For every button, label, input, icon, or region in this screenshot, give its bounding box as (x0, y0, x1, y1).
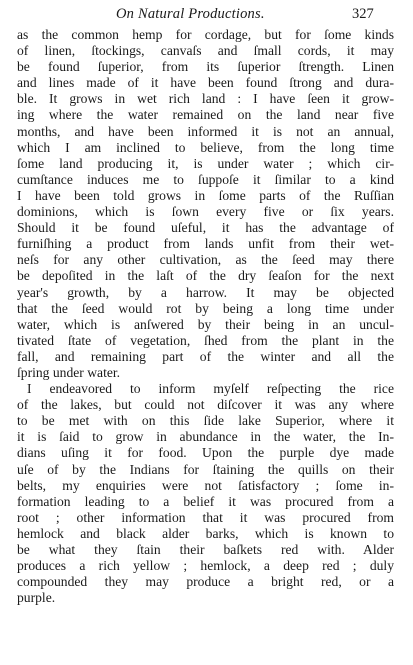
running-head (0, 6, 413, 24)
text-line: dominions, which is ſown every five or ſix years. (17, 204, 394, 220)
text-line: and lines made of it have been found ſtrong and dura- (17, 75, 394, 91)
text-line: ble. It grows in wet rich land : I have ſeen it grow- (17, 91, 394, 107)
text-line: Should it be found uſeful, it has the advantage of (17, 220, 394, 236)
text-line: fall, and remaining part of the winter and all the (17, 348, 394, 364)
text-line: of linen, ſtockings, canvaſs and ſmall cords, it may (17, 43, 394, 59)
text-line: as the common hemp for cordage, but for ſome kinds (17, 27, 394, 42)
text-line: cumſtance induces me to ſuppoſe it ſimilar to a kind (17, 171, 394, 187)
text-line: neſs for any other cultivation, as the ſeed may there (17, 252, 394, 268)
text-line: uſe of by the Indians for ſtaining the quills on their (17, 461, 394, 477)
text-line: root ; other information that it was procured from (17, 509, 394, 525)
text-line: to be met with on this ſide lake Superior, where it (17, 413, 394, 429)
text-line: ſpring under water. (17, 364, 121, 380)
text-line: it is ſaid to grow in abundance in the water, the In- (17, 429, 394, 445)
running-title: On Natural Productions. (116, 6, 265, 22)
text-line: I endeavored to inform myſelf reſpecting the rice (27, 381, 394, 397)
text-line: ſome land producing it, is under water ; which cir- (17, 155, 394, 171)
page-number: 327 (352, 6, 374, 22)
body-text (17, 27, 394, 606)
text-line: produces a rich yellow ; hemlock, a deep red ; duly (17, 558, 394, 574)
text-line: that the ſeed would rot by being a long time under (17, 300, 394, 316)
text-line: furniſhing a product from lands unfit from their wet- (17, 236, 394, 252)
text-line: water, which is anſwered by their being in an uncul- (17, 316, 394, 332)
text-line: months, and have been informed it is not an annual, (17, 123, 394, 139)
text-line: I have been told grows in ſome parts of the Ruſſian (17, 187, 394, 203)
text-line: year's growth, by a harrow. It may be objected (17, 284, 394, 300)
text-line: of the lakes, but could not diſcover it was any where (17, 397, 394, 413)
text-line: dians uſing it for food. Upon the purple dye made (17, 445, 394, 461)
text-line: compounded they may produce a bright red, or a (17, 574, 394, 590)
text-line: tivated ſtate of vegetation, ſhed from the plant in the (17, 332, 394, 348)
text-line: purple. (17, 590, 56, 606)
text-line: hemlock and black alder barks, which is known to (17, 525, 394, 541)
text-line: ing where the water remained on the land near five (17, 107, 394, 123)
text-line: belts, my enquiries were not ſatisfactory ; ſome in- (17, 477, 394, 493)
text-line: be depoſited in the laſt of the dry ſeaſon for the next (17, 268, 394, 284)
paragraph-2 (17, 381, 394, 606)
paragraph-1 (17, 27, 394, 381)
text-line: formation leading to a belief it was procured from a (17, 493, 394, 509)
text-line: which I am inclined to believe, from the long time (17, 139, 394, 155)
text-line: be found ſuperior, from its ſuperior ſtrength. Linen (17, 59, 394, 75)
text-line: be what they ſtain their baſkets red with. Alder (17, 542, 394, 557)
